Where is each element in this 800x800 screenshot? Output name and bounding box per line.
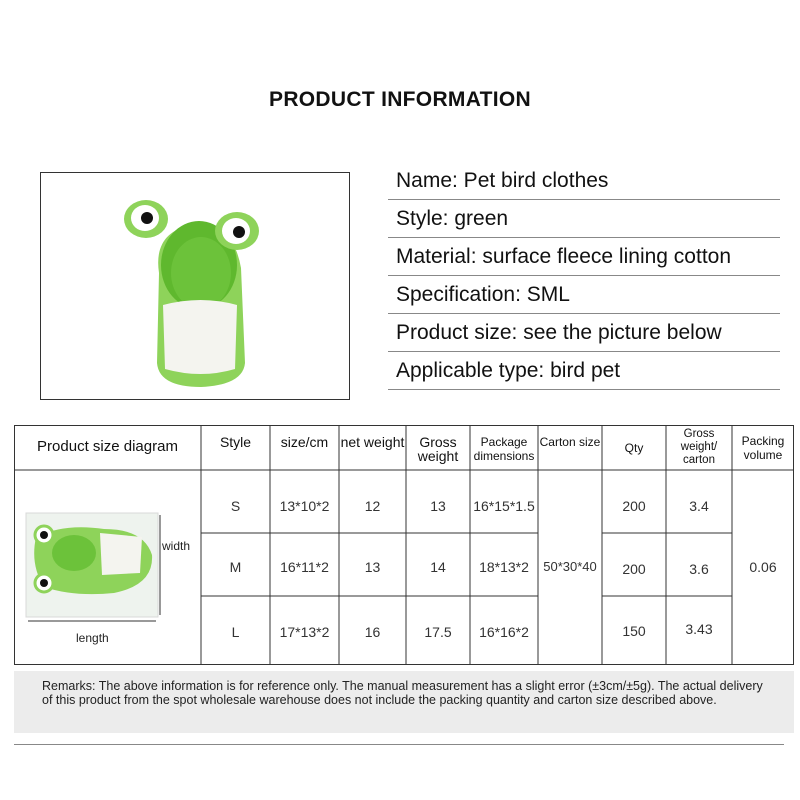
info-style: Style: green [388, 200, 780, 238]
row-s-qty: 200 [622, 498, 646, 514]
product-info-list [388, 162, 780, 390]
spec-table [14, 425, 794, 665]
bottom-divider [14, 744, 784, 745]
info-material: Material: surface fleece lining cotton [388, 238, 780, 276]
header-gross-weight: Gross weight [417, 434, 459, 464]
row-m-style: M [229, 559, 242, 575]
row-m-qty: 200 [622, 561, 646, 577]
frog-bird-costume-illustration [41, 173, 349, 399]
product-image [40, 172, 350, 400]
row-l-style: L [231, 624, 240, 640]
row-l-qty: 150 [622, 623, 646, 639]
diagram-length-label: length [76, 631, 109, 645]
header-qty: Qty [624, 441, 644, 455]
remarks-box: Remarks: The above information is for reference only. The manual measurement has a slight error (±3cm/±5g). The actual delivery of this product from the spot wholesale warehouse does not include the packing quantity and carton size described above. [14, 671, 794, 733]
header-carton-size: Carton size [539, 435, 601, 449]
carton-size-value: 50*30*40 [543, 559, 597, 574]
row-s-gross-carton: 3.4 [689, 498, 709, 514]
header-packing-volume: Packing volume [741, 434, 785, 462]
row-s-style: S [230, 498, 241, 514]
row-l-size: 17*13*2 [279, 624, 330, 640]
diagram-width-label: width [162, 539, 191, 553]
row-l-net: 16 [364, 624, 381, 640]
header-size: size/cm [280, 434, 329, 450]
row-m-gross: 14 [430, 559, 446, 575]
info-product-size: Product size: see the picture below [388, 314, 780, 352]
header-gross-weight-carton: Gross weight/ carton [680, 428, 718, 466]
packing-volume-value: 0.06 [749, 559, 777, 575]
row-m-package: 18*13*2 [479, 559, 529, 575]
row-m-size: 16*11*2 [280, 559, 329, 575]
header-package-dimensions: Package dimensions [473, 435, 535, 463]
row-s-size: 13*10*2 [279, 498, 330, 514]
info-name: Name: Pet bird clothes [388, 162, 780, 200]
size-diagram-photo [26, 513, 160, 621]
info-specification: Specification: SML [388, 276, 780, 314]
row-s-net: 12 [364, 498, 381, 514]
header-product-size-diagram: Product size diagram [37, 438, 178, 455]
page-title: PRODUCT INFORMATION [269, 88, 531, 111]
info-applicable-type: Applicable type: bird pet [388, 352, 780, 390]
header-net-weight: net weight [340, 434, 405, 450]
row-s-package: 16*15*1.5 [473, 498, 535, 514]
header-style: Style [219, 434, 252, 450]
row-m-net: 13 [364, 559, 381, 575]
row-m-gross-carton: 3.6 [689, 561, 709, 577]
row-s-gross: 13 [430, 498, 446, 514]
row-l-gross: 17.5 [424, 624, 452, 640]
row-l-package: 16*16*2 [479, 624, 529, 640]
row-l-gross-carton: 3.43 [685, 621, 713, 637]
